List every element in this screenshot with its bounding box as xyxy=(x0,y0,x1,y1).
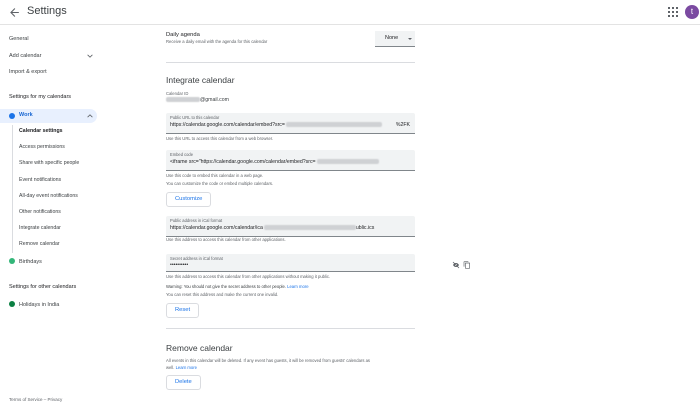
integrate-calendar-heading: Integrate calendar xyxy=(166,75,235,85)
embed-code-value xyxy=(170,159,379,165)
sidebar xyxy=(0,25,105,405)
calendar-id-label: Calendar ID xyxy=(166,91,189,96)
sidebar-subitem-share-people[interactable]: Share with specific people xyxy=(19,160,80,166)
apps-grid-icon[interactable] xyxy=(668,7,678,17)
redacted-block xyxy=(166,97,200,102)
avatar[interactable]: t xyxy=(685,5,699,19)
daily-agenda-desc: Receive a daily email with the agenda for this calendar xyxy=(166,39,268,44)
work-color-dot xyxy=(9,113,15,119)
secret-warning xyxy=(166,284,309,289)
calendar-id-value xyxy=(166,97,229,103)
birthdays-color-dot xyxy=(9,258,15,264)
sidebar-item-add-calendar[interactable]: Add calendar xyxy=(9,53,42,59)
privacy-link[interactable]: Privacy xyxy=(47,397,63,402)
back-arrow-icon[interactable] xyxy=(8,6,21,19)
main-content xyxy=(105,25,700,405)
page-title: Settings xyxy=(27,5,67,17)
warning-text: Warning: You should not give the secret address to other people. xyxy=(166,284,286,289)
ical-public-help: Use this address to access this calendar from other applications. xyxy=(166,237,286,242)
remove-desc-well: well. xyxy=(166,365,175,370)
daily-agenda-title: Daily agenda xyxy=(166,32,200,38)
sidebar-item-general[interactable]: General xyxy=(9,36,29,42)
holidays-label: Holidays in India xyxy=(19,302,60,308)
other-calendars-heading: Settings for other calendars xyxy=(9,284,77,290)
sidebar-subitem-calendar-settings[interactable]: Calendar settings xyxy=(19,128,63,134)
redacted-block xyxy=(264,225,356,230)
my-calendars-heading: Settings for my calendars xyxy=(9,94,72,100)
delete-button[interactable]: Delete xyxy=(166,375,201,390)
reset-help: You can reset this address and make the current one invalid. xyxy=(166,292,279,297)
top-bar xyxy=(0,0,700,25)
ical-public-tail: ublic.ics xyxy=(355,225,375,231)
sidebar-subitem-event-notifications[interactable]: Event notifications xyxy=(19,177,62,183)
sidebar-subitem-other-notifications[interactable]: Other notifications xyxy=(19,209,61,215)
public-url-tail: %2FK xyxy=(395,122,410,128)
holidays-color-dot xyxy=(9,301,15,307)
work-label: Work xyxy=(19,112,33,118)
chevron-up-icon[interactable] xyxy=(87,113,93,119)
ical-public-text: https://calendar.google.com/calendar/ica xyxy=(170,225,263,231)
dropdown-caret-icon xyxy=(408,38,412,40)
copy-icon[interactable] xyxy=(463,261,471,269)
remove-calendar-heading: Remove calendar xyxy=(166,343,233,353)
customize-button[interactable]: Customize xyxy=(166,192,211,207)
redacted-block xyxy=(286,122,382,127)
learn-more-link[interactable]: Learn more xyxy=(175,365,197,370)
footer-links xyxy=(9,397,62,402)
sidebar-subitem-allday-notifications[interactable]: All-day event notifications xyxy=(19,193,78,199)
ical-public-value xyxy=(170,225,374,231)
sidebar-item-holidays[interactable] xyxy=(9,301,59,308)
remove-desc-line2 xyxy=(166,365,197,370)
footer-separator: – xyxy=(42,397,48,402)
ical-secret-value: •••••••••• xyxy=(170,262,189,268)
calendar-id-suffix: @gmail.com xyxy=(200,97,229,103)
terms-link[interactable]: Terms of Service xyxy=(9,397,43,402)
remove-desc-line1: All events in this calendar will be deleted. If any event has guests, it will be removed from guests' calendars as xyxy=(166,358,370,363)
public-url-label: Public URL to this calendar xyxy=(170,115,220,120)
subitems-guide-line xyxy=(12,125,13,253)
ical-public-field[interactable] xyxy=(166,216,415,237)
birthdays-label: Birthdays xyxy=(19,259,42,265)
divider xyxy=(166,328,415,329)
reset-button[interactable]: Reset xyxy=(166,303,199,318)
public-url-help: Use this URL to access this calendar from a web browser. xyxy=(166,136,274,141)
embed-help-2: You can customize the code or embed multiple calendars. xyxy=(166,181,274,186)
learn-more-link[interactable]: Learn more xyxy=(287,284,309,289)
ical-public-label: Public address in iCal format xyxy=(170,218,223,223)
daily-agenda-select[interactable] xyxy=(375,31,415,47)
daily-agenda-value: None xyxy=(385,35,399,41)
embed-code-text: <iframe src="https://calendar.google.com/calendar/embed?src= xyxy=(170,159,316,165)
divider xyxy=(166,62,415,63)
redacted-block xyxy=(317,159,379,164)
ical-secret-label: Secret address in iCal format xyxy=(170,256,223,261)
chevron-down-icon[interactable] xyxy=(87,53,93,59)
embed-code-field[interactable] xyxy=(166,150,415,171)
public-url-field[interactable] xyxy=(166,113,415,134)
embed-help-1: Use this code to embed this calendar in a web page. xyxy=(166,173,264,178)
public-url-text: https://calendar.google.com/calendar/embed?src= xyxy=(170,122,285,128)
sidebar-subitem-remove-calendar[interactable]: Remove calendar xyxy=(19,241,60,247)
embed-code-label: Embed code xyxy=(170,152,193,157)
visibility-off-icon[interactable] xyxy=(452,261,460,269)
sidebar-subitem-integrate-calendar[interactable]: Integrate calendar xyxy=(19,225,61,231)
sidebar-item-import-export[interactable]: Import & export xyxy=(9,69,47,75)
sidebar-item-birthdays[interactable] xyxy=(9,258,42,265)
public-url-value xyxy=(170,122,382,128)
ical-secret-field[interactable] xyxy=(166,254,415,272)
sidebar-item-work[interactable] xyxy=(0,109,97,123)
sidebar-subitem-access-permissions[interactable]: Access permissions xyxy=(19,144,65,150)
ical-secret-help: Use this address to access this calendar from other applications without making it public. xyxy=(166,274,331,279)
